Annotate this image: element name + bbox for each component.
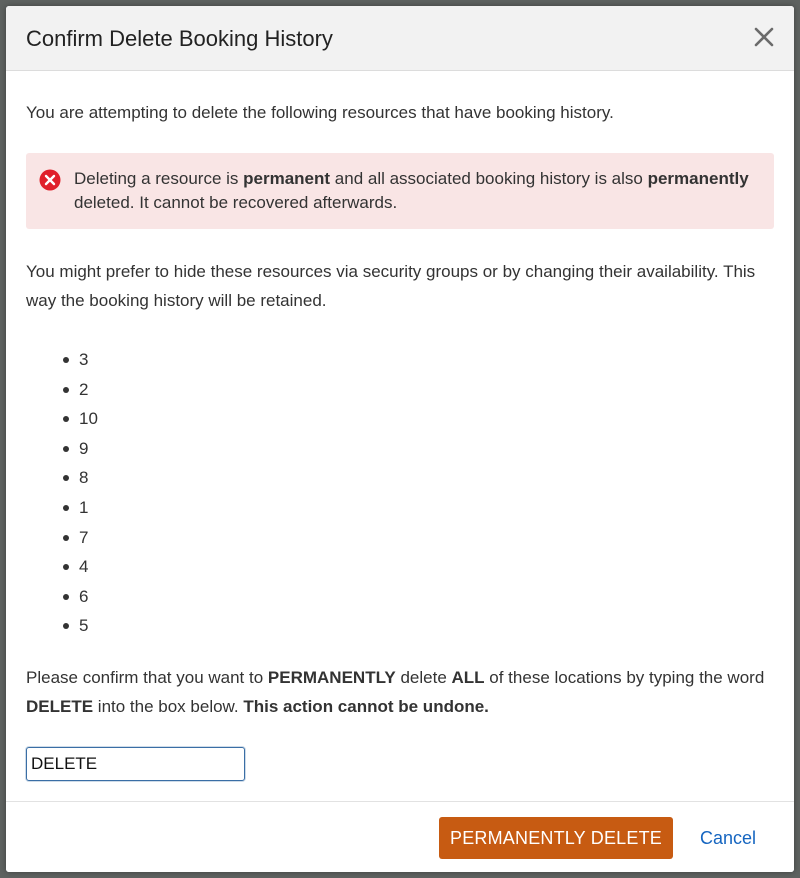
error-circle-icon (39, 169, 61, 191)
dialog-header (6, 6, 794, 71)
dialog-body (6, 71, 794, 781)
list-item: 9 (58, 434, 774, 464)
confirm-delete-dialog (6, 6, 794, 872)
alert-text: Deleting a resource is permanent and all associated booking history is also permanently deleted. It cannot be recovered afterwards. (74, 169, 749, 212)
intro-text: You are attempting to delete the following resources that have booking history. (26, 103, 614, 122)
confirm-instructions: Please confirm that you want to PERMANENTLY delete ALL of these locations by typing the word DELETE into the box below. This action cannot be undone. (26, 667, 765, 716)
advice-text: You might prefer to hide these resources via security groups or by changing their availability. This way the booking history will be retained. (26, 262, 756, 310)
list-item: 10 (58, 404, 774, 434)
danger-alert (26, 153, 774, 229)
list-item: 3 (58, 345, 774, 375)
close-icon (750, 23, 778, 51)
resource-list (26, 345, 774, 641)
list-item: 6 (58, 582, 774, 612)
dialog-title: Confirm Delete Booking History (26, 26, 333, 51)
dialog-footer (6, 801, 794, 872)
cancel-button[interactable]: Cancel (688, 817, 768, 859)
list-item: 7 (58, 523, 774, 553)
delete-confirmation-input[interactable] (26, 747, 245, 781)
list-item: 8 (58, 463, 774, 493)
list-item: 2 (58, 375, 774, 405)
list-item: 4 (58, 552, 774, 582)
list-item: 5 (58, 611, 774, 641)
close-button[interactable] (750, 23, 778, 51)
list-item: 1 (58, 493, 774, 523)
permanently-delete-button[interactable]: PERMANENTLY DELETE (439, 817, 673, 859)
